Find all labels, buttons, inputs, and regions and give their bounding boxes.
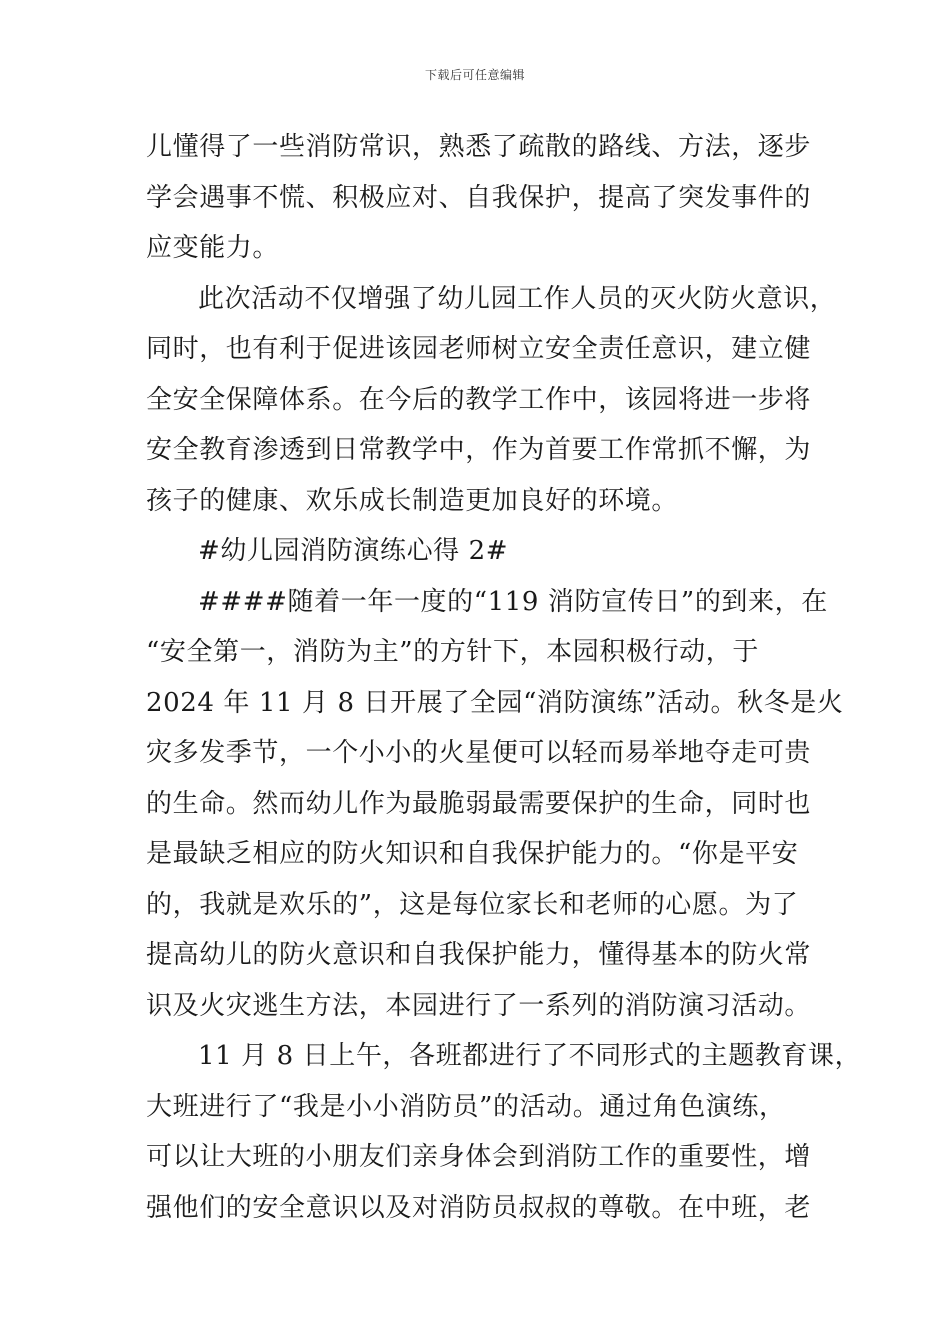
text-line: 灾多发季节，一个小小的火星便可以轻而易举地夺走可贵 [146, 738, 812, 768]
text-line: 同时，也有利于促进该园老师树立安全责任意识，建立健 [146, 334, 812, 364]
text-line: 的，我就是欢乐的”，这是每位家长和老师的心愿。为了 [146, 889, 799, 920]
text-line: 识及火灾逃生方法，本园进行了一系列的消防演习活动。 [146, 990, 812, 1021]
text-line: 学会遇事不慌、积极应对、自我保护，提高了突发事件的 [146, 182, 812, 213]
text-line: 的生命。然而幼儿作为最脆弱最需要保护的生命，同时也 [146, 788, 812, 819]
text-line: 提高幼儿的防火意识和自我保护能力，懂得基本的防火常 [146, 940, 812, 970]
text-line: 2024 年 11 月 8 日开展了全园“消防演练”活动。秋冬是火 [146, 687, 844, 718]
paragraph-start-line: 此次活动不仅增强了幼儿园工作人员的灭火防火意识， [198, 283, 837, 314]
text-line: 孩子的健康、欢乐成长制造更加良好的环境。 [146, 485, 679, 516]
text-line: 安全教育渗透到日常教学中，作为首要工作常抓不懈，为 [146, 435, 812, 465]
text-line: 大班进行了“我是小小消防员”的活动。通过角色演练， [146, 1091, 786, 1122]
text-line: 儿懂得了一些消防常识，熟悉了疏散的路线、方法，逐步 [146, 132, 812, 162]
section-heading: #幼儿园消防演练心得 2# [198, 536, 509, 566]
paragraph-start-line: 11 月 8 日上午，各班都进行了不同形式的主题教育课， [198, 1041, 862, 1071]
text-line: 应变能力。 [146, 233, 280, 263]
paragraph-start-line: ####随着一年一度的“119 消防宣传日”的到来，在 [198, 586, 828, 617]
text-line: 是最缺乏相应的防火知识和自我保护能力的。“你是平安 [146, 839, 799, 869]
text-line: “安全第一，消防为主”的方针下，本园积极行动，于 [146, 637, 759, 667]
text-line: 可以让大班的小朋友们亲身体会到消防工作的重要性，增 [146, 1142, 812, 1172]
text-line: 全安全保障体系。在今后的教学工作中，该园将进一步将 [146, 384, 812, 415]
document-body [146, 122, 862, 1233]
text-line: 强他们的安全意识以及对消防员叔叔的尊敬。在中班，老 [146, 1192, 812, 1223]
page-header-note: 下载后可任意编辑 [424, 68, 525, 82]
